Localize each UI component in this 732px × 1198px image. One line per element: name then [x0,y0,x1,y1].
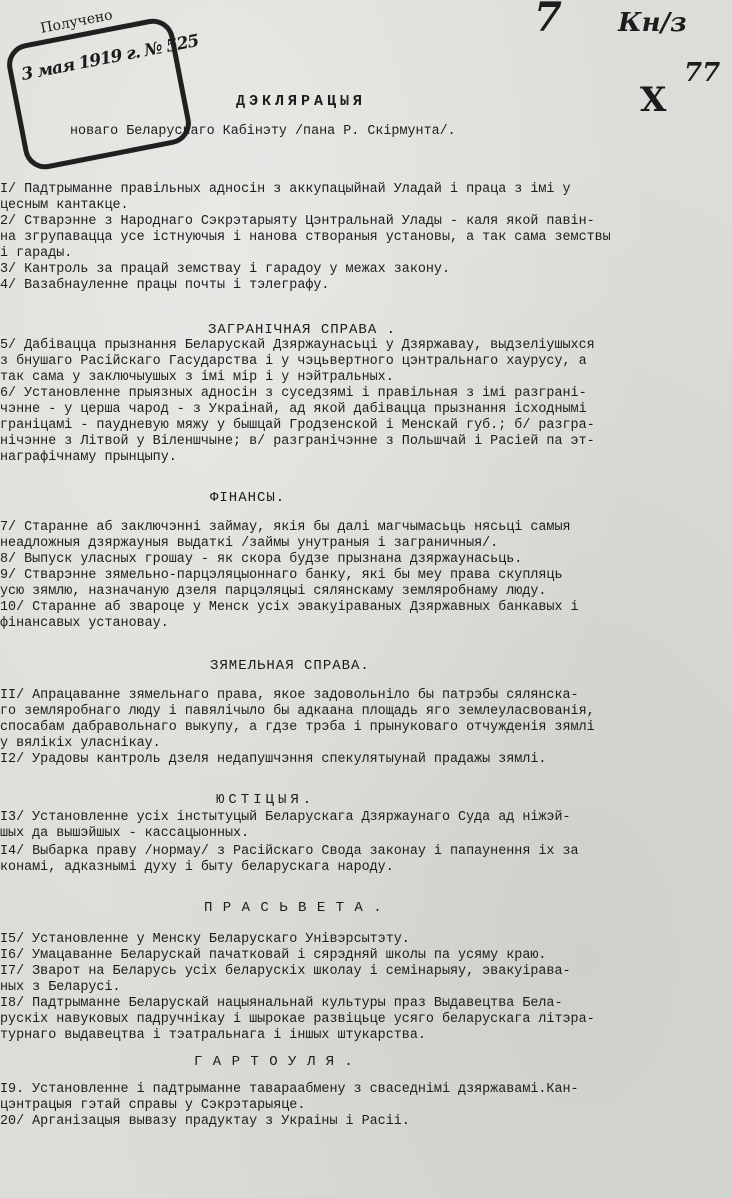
section-heading-finance: ФIНАНСЫ. [210,490,286,506]
text-line: граніцамі - паудневую мяжу у бышцай Гродзенской i Менскай губ.; б/ разгра- [0,418,595,433]
text-line: шых да вышэйшых - кассацыонных. [0,826,250,841]
text-line: 4/ Вазабнауленне працы почты i тэлеграфу. [0,278,330,293]
text-line: 8/ Выпуск уласных грошау - як скора будзе прызнана дзяржаунасьць. [0,552,523,567]
corner-note: Кн/з [618,8,687,38]
page-subtitle: новаго Беларускаго Кабiнэту /пана Р. Скiрмунта/. [70,124,456,139]
section-heading-justice: ЮСТIЦЫЯ. [216,792,316,808]
text-line: чэнне - у церша чарод - з Украiнай, ад якой дабiвацца прызнання iсходнымi [0,402,587,417]
text-line: I6/ Умацаванне Беларускай пачатковай i сярэдняй школы па усяму краю. [0,948,547,963]
text-line: I8/ Падтрыманне Беларускай нацыянальнай культуры праз Выдавецтва Бела- [0,996,563,1011]
text-line: го земляробнаго люду i павялiчыло бы адкаана площадь яго землеуласвованiя, [0,704,595,719]
cross-mark: X [640,80,667,120]
text-line: I/ Падтрыманне правiльных адносiн з аккупацыйнай Уладай i праца з iмi у [0,182,571,197]
text-line: рускiх навуковых падручнiкау i шырокае развiцьце усяго беларускага лiтэра- [0,1012,595,1027]
section-heading-foreign: ЗАГРАНIЧНАЯ СПРАВА . [208,322,397,338]
text-line: награфiчнаму прынцыпу. [0,450,177,465]
text-line: спосабам дабравольнаго выкупу, а гдзе трэба i прынуковаго отчужденiя зямлi [0,720,595,735]
page-number: 77 [684,58,721,88]
text-line: 3/ Кантроль за працай земствау i гарадоу у межах закону. [0,262,450,277]
stamp-handwritten-date: 3 мая 1919 г. № 525 [19,31,201,85]
text-line: 20/ Арганiзацыя вывазу прадуктау з Украiны i Расii. [0,1114,410,1129]
text-line: конамi, адказнымi духу i быту беларускага народу. [0,860,394,875]
text-line: на згрупавацца усе iстнуючыя i нанова створаныя установы, а так сама земствы [0,230,611,245]
stamp-label: Получено [39,7,114,37]
text-line: I5/ Установленне у Менску Беларускаго Унiвэрсытэту. [0,932,410,947]
text-line: i гарады. [0,246,73,261]
corner-number-mark: 7 [534,0,562,41]
text-line: I4/ Выбарка праву /нормау/ з Расiйскаго Свода законау i папаунення iх за [0,844,579,859]
text-line: I7/ Зварот на Беларусь усiх беларускiх школау i семiнарыяу, эвакуiрава- [0,964,571,979]
text-line: турнаго выдавецтва i тэатральнага i iншых штукарства. [0,1028,426,1043]
section-heading-trade: Г А Р Т О У Л Я . [194,1054,354,1070]
text-line: 10/ Старанне аб звароце у Менск усiх эвакуiраваных Дзяржавных банкавых i [0,600,579,615]
text-line: ных з Беларусi. [0,980,121,995]
text-line: так сама у заключыушых з iмi мiр i у нэйтральных. [0,370,394,385]
text-line: цэнтрацыя гэтай справы у Сэкрэтарыяце. [0,1098,306,1113]
text-line: 5/ Дабiвацца прызнання Беларускай Дзяржаунасьцi у Дзяржавау, выдзелiушыхся [0,338,595,353]
text-line: фiнансавых установау. [0,616,169,631]
section-heading-land: ЗЯМЕЛЬНАЯ СПРАВА. [210,658,370,674]
text-line: I3/ Установленне усiх iнстытуцый Беларускага Дзяржаунаго Суда ад нiжэй- [0,810,571,825]
text-line: 6/ Установленне прыязных адносiн з суседзямi i правiльная з iмi разгранi- [0,386,587,401]
text-line: нiчэнне з Лiтвой у Вiленшчыне; в/ разгранiчэнне з Польшчай i Расiей па эт- [0,434,595,449]
section-heading-education: П Р А С Ь В Е Т А . [204,900,383,916]
text-line: 9/ Стварэнне зямельно-парцэляцыоннаго банку, якi бы меу права скупляць [0,568,563,583]
text-line: цесным кантакце. [0,198,129,213]
text-line: I2/ Урадовы кантроль дзеля недапушчэння спекулятыунай прадажы зямлi. [0,752,547,767]
text-line: усю зямлю, назначаную дзеля парцэляцыi сялянскаму земляробнаму люду. [0,584,547,599]
text-line: II/ Апрацаванне зямельнаго права, якое задовольнiло бы патрэбы сялянска- [0,688,579,703]
page-title: ДЭКЛЯРАЦЫЯ [236,93,367,110]
text-line: 2/ Стварэнне з Народнаго Сэкрэтарыяту Цэнтральнай Улады - каля якой павiн- [0,214,595,229]
text-line: неадложныя дзяржауныя выдаткi /займы унутраныя i заграничныя/. [0,536,499,551]
text-line: у вялiкiх уласнiкау. [0,736,161,751]
text-line: I9. Установленне i падтрыманне тавараабмену з сваседнiмi дзяржавамi.Кан- [0,1082,579,1097]
text-line: 7/ Старанне аб заключэннi займау, якiя бы далi магчымасьць нясьцi самыя [0,520,571,535]
text-line: з бнушаго Расiйскаго Гасударства i у чэцьвертного цэнтральнаго хаурусу, а [0,354,587,369]
